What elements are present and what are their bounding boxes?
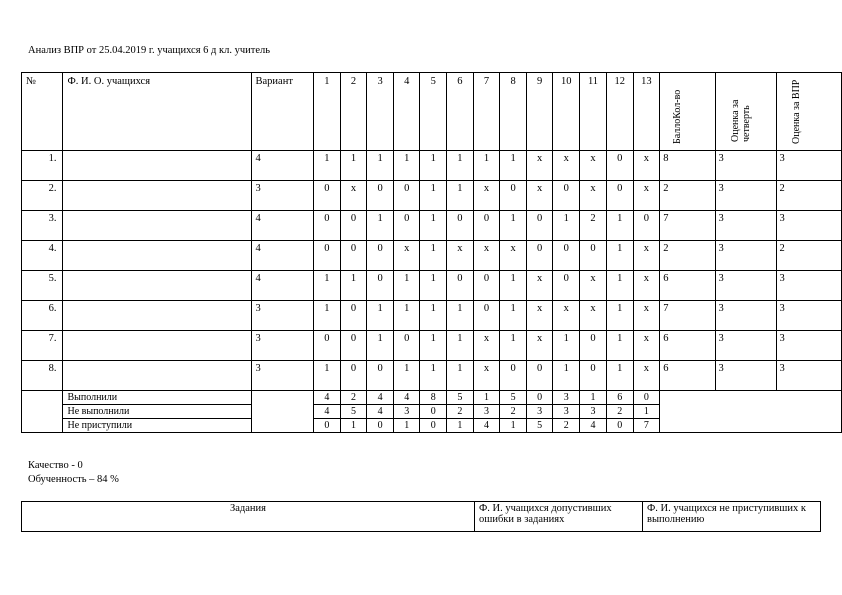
summary-task-1: 4 — [314, 405, 341, 419]
variant-cell: 3 — [251, 181, 314, 211]
learning-text: Обученность – 84 % — [28, 474, 119, 485]
task-7-cell: х — [473, 331, 500, 361]
task-6-cell: 1 — [447, 301, 474, 331]
vpr-grade-cell: 3 — [776, 151, 841, 181]
summary-label: Не приступили — [63, 419, 251, 433]
task-3-cell: 0 — [367, 271, 394, 301]
vpr-grade-cell: 2 — [776, 181, 841, 211]
summary-task-11: 4 — [580, 419, 607, 433]
summary-task-4: 4 — [393, 391, 420, 405]
summary-task-7: 3 — [473, 405, 500, 419]
task-2-cell: 1 — [340, 271, 367, 301]
summary-task-13: 0 — [633, 391, 660, 405]
task-5-cell: 1 — [420, 271, 447, 301]
summary-task-1: 4 — [314, 391, 341, 405]
header-name: Ф. И. О. учащихся — [63, 73, 251, 151]
table-row — [22, 301, 842, 331]
task-9-cell: х — [526, 331, 553, 361]
task-1-cell: 1 — [314, 271, 341, 301]
errors-table-header — [22, 502, 821, 532]
task-7-cell: 0 — [473, 271, 500, 301]
summary-task-9: 3 — [526, 405, 553, 419]
task-12-cell: 1 — [606, 361, 633, 391]
vpr-grade-cell: 3 — [776, 361, 841, 391]
quarter-grade-cell: 3 — [715, 151, 776, 181]
summary-task-6: 1 — [447, 419, 474, 433]
summary-label: Не выполнили — [63, 405, 251, 419]
quarter-grade-cell: 3 — [715, 331, 776, 361]
task-5-cell: 1 — [420, 151, 447, 181]
summary-task-3: 0 — [367, 419, 394, 433]
task-13-cell: х — [633, 151, 660, 181]
task-10-cell: 0 — [553, 241, 580, 271]
table-row — [22, 211, 842, 241]
task-12-cell: 1 — [606, 331, 633, 361]
task-5-cell: 1 — [420, 301, 447, 331]
variant-cell: 3 — [251, 361, 314, 391]
task-13-cell: 0 — [633, 211, 660, 241]
quality-text: Качество - 0 — [28, 460, 83, 471]
task-3-cell: 1 — [367, 151, 394, 181]
task-9-cell: 0 — [526, 361, 553, 391]
task-12-cell: 1 — [606, 271, 633, 301]
student-name — [63, 301, 251, 331]
task-12-cell: 0 — [606, 151, 633, 181]
task-11-cell: 0 — [580, 331, 607, 361]
task-4-cell: 1 — [393, 271, 420, 301]
row-number: 8. — [22, 361, 63, 391]
header-quarter-cell — [715, 73, 776, 151]
header-task-8: 8 — [500, 73, 527, 151]
row-number: 6. — [22, 301, 63, 331]
summary-task-2: 2 — [340, 391, 367, 405]
summary-blank-cell — [22, 391, 63, 433]
summary-task-4: 1 — [393, 419, 420, 433]
task-10-cell: х — [553, 301, 580, 331]
task-1-cell: 1 — [314, 151, 341, 181]
summary-task-11: 3 — [580, 405, 607, 419]
task-5-cell: 1 — [420, 181, 447, 211]
summary-task-12: 0 — [606, 419, 633, 433]
summary-task-9: 5 — [526, 419, 553, 433]
task-9-cell: х — [526, 301, 553, 331]
task-3-cell: 1 — [367, 211, 394, 241]
header-task-2: 2 — [340, 73, 367, 151]
row-number: 7. — [22, 331, 63, 361]
summary-task-5: 8 — [420, 391, 447, 405]
vpr-grade-cell: 3 — [776, 331, 841, 361]
score-cell: 6 — [660, 271, 715, 301]
variant-cell: 3 — [251, 301, 314, 331]
task-4-cell: 1 — [393, 151, 420, 181]
task-5-cell: 1 — [420, 241, 447, 271]
vpr-grade-cell: 2 — [776, 241, 841, 271]
task-3-cell: 0 — [367, 241, 394, 271]
header-grade-quarter: Оценка за четверть — [729, 99, 752, 142]
summary-task-3: 4 — [367, 391, 394, 405]
student-name — [63, 211, 251, 241]
task-10-cell: 1 — [553, 211, 580, 241]
task-8-cell: 1 — [500, 301, 527, 331]
summary-task-8: 1 — [500, 419, 527, 433]
task-9-cell: 0 — [526, 211, 553, 241]
task-13-cell: х — [633, 361, 660, 391]
summary-tail-blank — [660, 391, 842, 433]
task-5-cell: 1 — [420, 331, 447, 361]
task-1-cell: 1 — [314, 301, 341, 331]
task-12-cell: 1 — [606, 241, 633, 271]
summary-task-4: 3 — [393, 405, 420, 419]
task-8-cell: х — [500, 241, 527, 271]
table-row — [22, 331, 842, 361]
header-row — [22, 73, 842, 151]
task-4-cell: 1 — [393, 301, 420, 331]
summary-task-10: 3 — [553, 405, 580, 419]
summary-row — [22, 391, 842, 405]
task-6-cell: 1 — [447, 331, 474, 361]
task-12-cell: 1 — [606, 301, 633, 331]
header-task-1: 1 — [314, 73, 341, 151]
task-8-cell: 0 — [500, 361, 527, 391]
summary-task-10: 3 — [553, 391, 580, 405]
row-number: 3. — [22, 211, 63, 241]
summary-task-2: 5 — [340, 405, 367, 419]
task-1-cell: 0 — [314, 181, 341, 211]
header-score-cell — [660, 73, 715, 151]
task-11-cell: х — [580, 151, 607, 181]
task-11-cell: 0 — [580, 241, 607, 271]
task-6-cell: 1 — [447, 151, 474, 181]
task-1-cell: 0 — [314, 331, 341, 361]
task-9-cell: 0 — [526, 241, 553, 271]
summary-task-12: 2 — [606, 405, 633, 419]
summary-task-10: 2 — [553, 419, 580, 433]
vpr-grade-cell: 3 — [776, 301, 841, 331]
task-6-cell: 1 — [447, 181, 474, 211]
task-8-cell: 1 — [500, 211, 527, 241]
task-5-cell: 1 — [420, 211, 447, 241]
table-row — [22, 361, 842, 391]
task-13-cell: х — [633, 331, 660, 361]
quarter-grade-cell: 3 — [715, 361, 776, 391]
quarter-grade-cell: 3 — [715, 271, 776, 301]
task-13-cell: х — [633, 181, 660, 211]
task-1-cell: 0 — [314, 211, 341, 241]
quarter-grade-cell: 3 — [715, 181, 776, 211]
task-4-cell: 1 — [393, 361, 420, 391]
task-8-cell: 1 — [500, 151, 527, 181]
task-5-cell: 1 — [420, 361, 447, 391]
table-row — [22, 181, 842, 211]
student-name — [63, 181, 251, 211]
task-3-cell: 0 — [367, 181, 394, 211]
task-4-cell: 0 — [393, 211, 420, 241]
task-10-cell: 0 — [553, 181, 580, 211]
summary-task-13: 1 — [633, 405, 660, 419]
task-2-cell: 1 — [340, 151, 367, 181]
table-row — [22, 151, 842, 181]
quarter-grade-cell: 3 — [715, 301, 776, 331]
task-2-cell: 0 — [340, 211, 367, 241]
header-task-10: 10 — [553, 73, 580, 151]
results-table — [21, 72, 842, 433]
summary-task-7: 4 — [473, 419, 500, 433]
document-title: Анализ ВПР от 25.04.2019 г. учащихся 6 д кл. учитель — [28, 45, 271, 56]
student-name — [63, 271, 251, 301]
task-4-cell: 0 — [393, 331, 420, 361]
task-11-cell: х — [580, 301, 607, 331]
header-task-7: 7 — [473, 73, 500, 151]
student-name — [63, 331, 251, 361]
header-grade-vpr: Оценка за ВПР — [790, 79, 802, 144]
summary-variant-blank — [251, 391, 314, 433]
errors-column-header: Ф. И. учащихся допустивших ошибки в заданиях — [475, 502, 643, 532]
task-3-cell: 1 — [367, 301, 394, 331]
task-7-cell: х — [473, 241, 500, 271]
task-7-cell: 0 — [473, 301, 500, 331]
variant-cell: 4 — [251, 241, 314, 271]
header-task-9: 9 — [526, 73, 553, 151]
score-cell: 6 — [660, 331, 715, 361]
summary-task-11: 1 — [580, 391, 607, 405]
task-10-cell: 1 — [553, 361, 580, 391]
summary-task-7: 1 — [473, 391, 500, 405]
score-cell: 7 — [660, 211, 715, 241]
student-name — [63, 151, 251, 181]
task-2-cell: 0 — [340, 331, 367, 361]
header-vpr-cell — [776, 73, 841, 151]
task-8-cell: 1 — [500, 271, 527, 301]
row-number: 4. — [22, 241, 63, 271]
score-cell: 8 — [660, 151, 715, 181]
task-10-cell: 0 — [553, 271, 580, 301]
header-task-5: 5 — [420, 73, 447, 151]
row-number: 5. — [22, 271, 63, 301]
vpr-grade-cell: 3 — [776, 271, 841, 301]
task-6-cell: 0 — [447, 211, 474, 241]
task-7-cell: х — [473, 361, 500, 391]
table-row — [22, 241, 842, 271]
not-started-column-header: Ф. И. учащихся не приступивших к выполнению — [643, 502, 821, 532]
task-13-cell: х — [633, 271, 660, 301]
summary-task-2: 1 — [340, 419, 367, 433]
task-11-cell: 0 — [580, 361, 607, 391]
row-number: 1. — [22, 151, 63, 181]
task-3-cell: 0 — [367, 361, 394, 391]
task-12-cell: 0 — [606, 181, 633, 211]
score-cell: 2 — [660, 241, 715, 271]
vpr-grade-cell: 3 — [776, 211, 841, 241]
student-name — [63, 241, 251, 271]
task-10-cell: х — [553, 151, 580, 181]
task-2-cell: 0 — [340, 301, 367, 331]
summary-task-1: 0 — [314, 419, 341, 433]
task-7-cell: 1 — [473, 151, 500, 181]
task-9-cell: х — [526, 181, 553, 211]
summary-task-8: 5 — [500, 391, 527, 405]
task-7-cell: 0 — [473, 211, 500, 241]
header-score: БаллоКол-во — [672, 89, 684, 144]
task-8-cell: 0 — [500, 181, 527, 211]
task-4-cell: х — [393, 241, 420, 271]
errors-table — [21, 501, 821, 532]
task-11-cell: х — [580, 271, 607, 301]
task-2-cell: 0 — [340, 361, 367, 391]
variant-cell: 4 — [251, 211, 314, 241]
task-13-cell: х — [633, 301, 660, 331]
header-no: № — [22, 73, 63, 151]
student-name — [63, 361, 251, 391]
variant-cell: 3 — [251, 331, 314, 361]
header-task-6: 6 — [447, 73, 474, 151]
header-task-13: 13 — [633, 73, 660, 151]
task-3-cell: 1 — [367, 331, 394, 361]
quarter-grade-cell: 3 — [715, 211, 776, 241]
task-8-cell: 1 — [500, 331, 527, 361]
task-11-cell: х — [580, 181, 607, 211]
task-6-cell: х — [447, 241, 474, 271]
header-task-4: 4 — [393, 73, 420, 151]
score-cell: 6 — [660, 361, 715, 391]
variant-cell: 4 — [251, 151, 314, 181]
summary-task-5: 0 — [420, 419, 447, 433]
task-13-cell: х — [633, 241, 660, 271]
task-6-cell: 0 — [447, 271, 474, 301]
score-cell: 2 — [660, 181, 715, 211]
task-2-cell: 0 — [340, 241, 367, 271]
summary-task-12: 6 — [606, 391, 633, 405]
score-cell: 7 — [660, 301, 715, 331]
task-4-cell: 0 — [393, 181, 420, 211]
task-9-cell: х — [526, 271, 553, 301]
variant-cell: 4 — [251, 271, 314, 301]
task-11-cell: 2 — [580, 211, 607, 241]
summary-task-6: 5 — [447, 391, 474, 405]
task-6-cell: 1 — [447, 361, 474, 391]
summary-task-3: 4 — [367, 405, 394, 419]
table-row — [22, 271, 842, 301]
summary-task-5: 0 — [420, 405, 447, 419]
header-variant: Вариант — [251, 73, 314, 151]
summary-label: Выполнили — [63, 391, 251, 405]
task-1-cell: 1 — [314, 361, 341, 391]
header-task-11: 11 — [580, 73, 607, 151]
summary-task-8: 2 — [500, 405, 527, 419]
task-9-cell: х — [526, 151, 553, 181]
header-task-3: 3 — [367, 73, 394, 151]
row-number: 2. — [22, 181, 63, 211]
quarter-grade-cell: 3 — [715, 241, 776, 271]
task-10-cell: 1 — [553, 331, 580, 361]
summary-task-6: 2 — [447, 405, 474, 419]
tasks-column-header: Задания — [22, 502, 475, 532]
summary-task-13: 7 — [633, 419, 660, 433]
task-12-cell: 1 — [606, 211, 633, 241]
header-task-12: 12 — [606, 73, 633, 151]
task-2-cell: х — [340, 181, 367, 211]
summary-task-9: 0 — [526, 391, 553, 405]
task-1-cell: 0 — [314, 241, 341, 271]
task-7-cell: х — [473, 181, 500, 211]
